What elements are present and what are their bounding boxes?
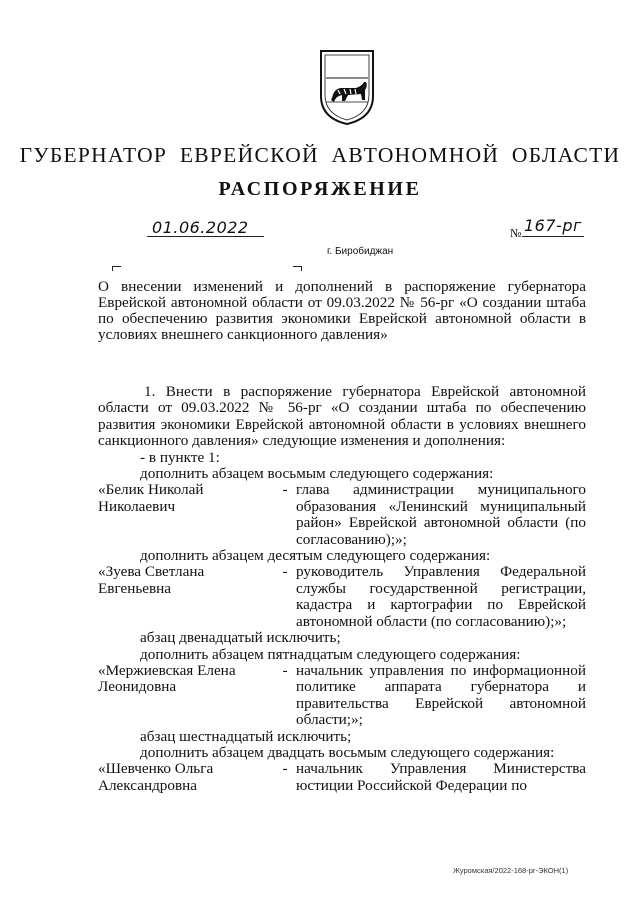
document-type: РАСПОРЯЖЕНИЕ <box>218 178 422 200</box>
document-subject: О внесении изменений и дополнений в распоряжение губернатора Еврейской автономной области от 09.03.2022 № 56-рг «О создании штаба по обеспечению развития экономики Еврейской автономной области в условиях внешнего санкционного давления» <box>98 278 586 343</box>
person-entry <box>98 482 586 548</box>
person-name: «Шевченко Ольга Александровна <box>98 760 214 794</box>
person-entry <box>98 564 586 630</box>
person-name: «Мержиевская Елена Леонидовна <box>98 661 236 696</box>
exclude-paragraph-12: абзац двенадцатый исключить; <box>140 629 341 647</box>
person-name: «Белик Николай Николаевич <box>98 481 204 515</box>
number-underline <box>522 236 584 237</box>
add-paragraph-15: дополнить абзацем пятнадцатым следующего содержания: <box>140 645 521 663</box>
person-role: глава администрации муниципального образования «Ленинский муниципальный район» Еврейской автономной области (по согласованию);»; <box>296 481 586 548</box>
city-label: г. Биробиджан <box>327 246 394 257</box>
person-name: «Зуева Светлана Евгеньевна <box>98 563 205 597</box>
dash: - <box>282 760 288 778</box>
dash: - <box>282 563 288 581</box>
add-paragraph-10: дополнить абзацем десятым следующего содержания: <box>140 547 491 565</box>
subject-bracket-left <box>112 266 121 271</box>
person-entry <box>98 761 586 794</box>
subject-bracket-right <box>293 266 302 271</box>
governor-title: ГУБЕРНАТОР ЕВРЕЙСКОЙ АВТОНОМНОЙ ОБЛАСТИ <box>19 143 621 167</box>
footer-reference: Журомская/2022-168-рг-ЭКОН(1) <box>453 866 569 875</box>
person-role: начальник Управления Министерства юстиции Российской Федерации по <box>296 760 586 794</box>
person-role: руководитель Управления Федеральной службы государственной регистрации, кадастра и картографии по Еврейской автономной области (по согласованию);»; <box>296 563 586 630</box>
date-underline <box>147 236 264 237</box>
document-body <box>98 384 586 794</box>
person-role: начальник управления по информационной политике аппарата губернатора и правительства Еврейской автономной области;»; <box>296 661 586 729</box>
add-paragraph-8: дополнить абзацем восьмым следующего содержания: <box>140 465 494 483</box>
dash: - <box>282 661 288 679</box>
crest-tiger-icon <box>318 48 376 126</box>
item-label: - в пункте 1: <box>140 448 220 466</box>
number-prefix: № <box>510 226 522 240</box>
exclude-paragraph-16: абзац шестнадцатый исключить; <box>140 727 352 745</box>
add-paragraph-28: дополнить абзацем двадцать восьмым следующего содержания: <box>140 743 555 761</box>
dash: - <box>282 481 288 499</box>
document-date: 01.06.2022 <box>152 218 249 237</box>
document-number: 167-рг <box>524 216 582 235</box>
paragraph-1: 1. Внести в распоряжение губернатора Еврейской автономной области от 09.03.2022 № 56-рг «О создании штаба по обеспечению развития экономики Еврейской автономной области в условиях внешнего санкционного давления» следующие изменения и дополнения: <box>98 383 586 450</box>
person-entry <box>98 663 586 729</box>
